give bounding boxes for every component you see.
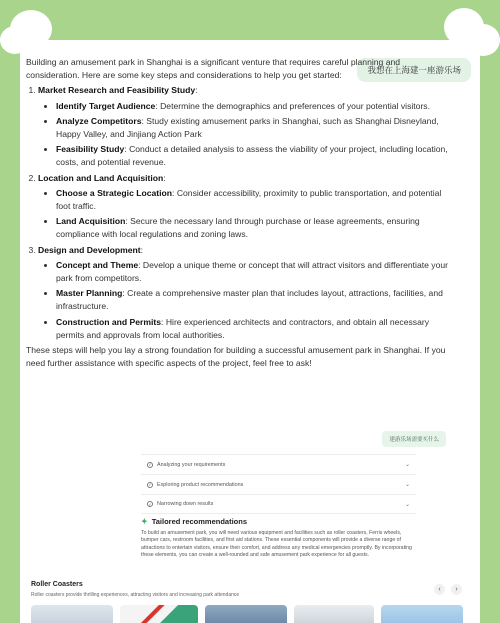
recommendations-body: To build an amusement park, you will need various equipment and facilities such as roller coasters, Ferris wheels, bumper cars, restroom facilities, and first aid stations. These essential components will provide a diverse range of attractions to entertain visitors, ensure their comfort, and address any medical emergencies promptly. By incorporating these elements, you can create a well-rounded and safe amusement park experience for all guests.	[141, 530, 412, 559]
step-section-title: Location and Land Acquisition	[38, 172, 164, 183]
step-item-term: Identify Target Audience	[56, 100, 156, 111]
agent-step-label: Exploring product recommendations	[157, 481, 244, 488]
step-item-term: Land Acquisition	[56, 216, 126, 227]
product-thumbnail[interactable]	[205, 605, 287, 623]
step-item-text: : Study existing amusement parks in Shanghai, such as Shanghai Disneyland, Happy Valley, and Jinjiang Action Park	[56, 115, 439, 140]
product-thumbnail[interactable]	[294, 605, 374, 623]
chevron-left-icon[interactable]: ‹	[434, 584, 445, 595]
check-icon: ✓	[148, 501, 152, 507]
assistant-response	[26, 56, 451, 372]
step-item-text: : Determine the demographics and preferences of your potential visitors.	[155, 100, 430, 111]
step-section-title: Market Research and Feasibility Study	[38, 85, 196, 96]
recommendations-title: Tailored recommendations	[151, 517, 248, 526]
product-thumbnail[interactable]	[31, 605, 113, 623]
step-section-items	[56, 187, 451, 242]
response-intro: Building an amusement park in Shanghai is a significant venture that requires careful planning and consideration. Here are some key steps and considerations to help you get started:	[26, 57, 401, 81]
step-item-text: : Consider accessibility, proximity to public transportation, and potential foot traffic.	[56, 187, 442, 212]
product-thumbnail[interactable]	[381, 605, 463, 623]
chevron-down-icon: ⌄	[404, 482, 410, 488]
product-thumbnail[interactable]	[120, 605, 198, 623]
step-item-term: Construction and Permits	[56, 316, 162, 327]
chevron-down-icon: ⌄	[404, 501, 410, 508]
chevron-down-icon: ⌄	[404, 462, 410, 468]
step-item-term: Master Planning	[56, 288, 123, 299]
step-item	[56, 316, 451, 342]
user-message-bubble: 我想在上海建一座游乐场	[357, 58, 471, 82]
step-section: 2. Location and Land Acquisition: • Choose a Strategic Location: Consider accessibility, proximity to public transportation, and potential foot traffic. • Land Acquisition: Secure the necessary land through purchase or lease agreements, ensuring compliance with local regulations and zoning laws.	[38, 172, 451, 242]
step-item-text: : Conduct a detailed analysis to assess the viability of your project, including location, costs, and potential revenue.	[56, 144, 448, 168]
agent-step-label: Narrowing down results	[157, 501, 214, 507]
step-section-items	[56, 259, 451, 342]
check-icon: ✓	[148, 462, 152, 467]
step-section: 3. Design and Development: • Concept and Theme: Develop a unique theme or concept that will attract visitors and differentiate your park from competitors. • Master Planning: Create a comprehensive master plan that includes layout, attractions, facilities, and infrastructure. • Construction and Permits: Hire experienced architects and contractors, and obtain all necessary permits and approvals from local authorities.	[38, 244, 451, 342]
step-item-term: Feasibility Study	[56, 144, 125, 155]
step-item-term: Analyze Competitors	[56, 115, 142, 126]
step-item-term: Concept and Theme	[56, 259, 139, 270]
step-section: 1. Market Research and Feasibility Study: • Identify Target Audience: Determine the demographics and preferences of your potential visitors. • Analyze Competitors: Study existing amusement parks in Shanghai, such as Shanghai Disneyland, Happy Valley, and Jinjiang Action Park • Feasibility Study: Conduct a detailed analysis to assess the viability of your project, including location, costs, and potential revenue.	[38, 84, 451, 169]
step-item	[56, 287, 451, 313]
step-item-term: Choose a Strategic Location	[56, 187, 173, 198]
check-icon: ✓	[148, 482, 152, 487]
step-item	[56, 143, 451, 169]
carousel-title: Roller Coasters	[31, 581, 83, 588]
step-item	[56, 115, 451, 141]
agent-steps	[141, 454, 416, 514]
step-item-text: : Hire experienced architects and contractors, and obtain all necessary permits and approvals from local authorities.	[56, 316, 430, 340]
suggestion-chip[interactable]: 建游乐场需要买什么	[382, 431, 446, 447]
agent-step-label: Analyzing your requirements	[157, 461, 226, 468]
step-section-title: Design and Development	[38, 244, 141, 255]
agent-step[interactable]	[141, 494, 416, 514]
steps-list	[38, 84, 451, 342]
step-item	[56, 187, 451, 213]
step-item	[56, 215, 451, 241]
step-section-items	[56, 100, 451, 170]
step-item-text: : Secure the necessary land through purchase or lease agreements, ensuring compliance with local regulations and zoning laws.	[56, 216, 420, 240]
sparkle-icon: ✦	[141, 517, 148, 526]
step-item-text: : Create a comprehensive master plan that includes layout, attractions, facilities, and infrastructure.	[56, 288, 443, 312]
chevron-right-icon[interactable]: ›	[451, 584, 462, 595]
recommendations-card	[141, 517, 416, 560]
agent-step[interactable]	[141, 454, 416, 474]
step-item-text: : Develop a unique theme or concept that will attract visitors and differentiate your park from competitors.	[56, 259, 449, 284]
step-item	[56, 100, 451, 113]
agent-step[interactable]	[141, 474, 416, 494]
carousel-subtitle: Roller coasters provide thrilling experiences, attracting visitors and increasing park attendance	[31, 592, 240, 598]
response-closing: These steps will help you lay a strong foundation for building a successful amusement park in Shanghai. If you need further assistance with specific aspects of the project, feel free to ask!	[26, 345, 446, 369]
step-item	[56, 259, 451, 285]
